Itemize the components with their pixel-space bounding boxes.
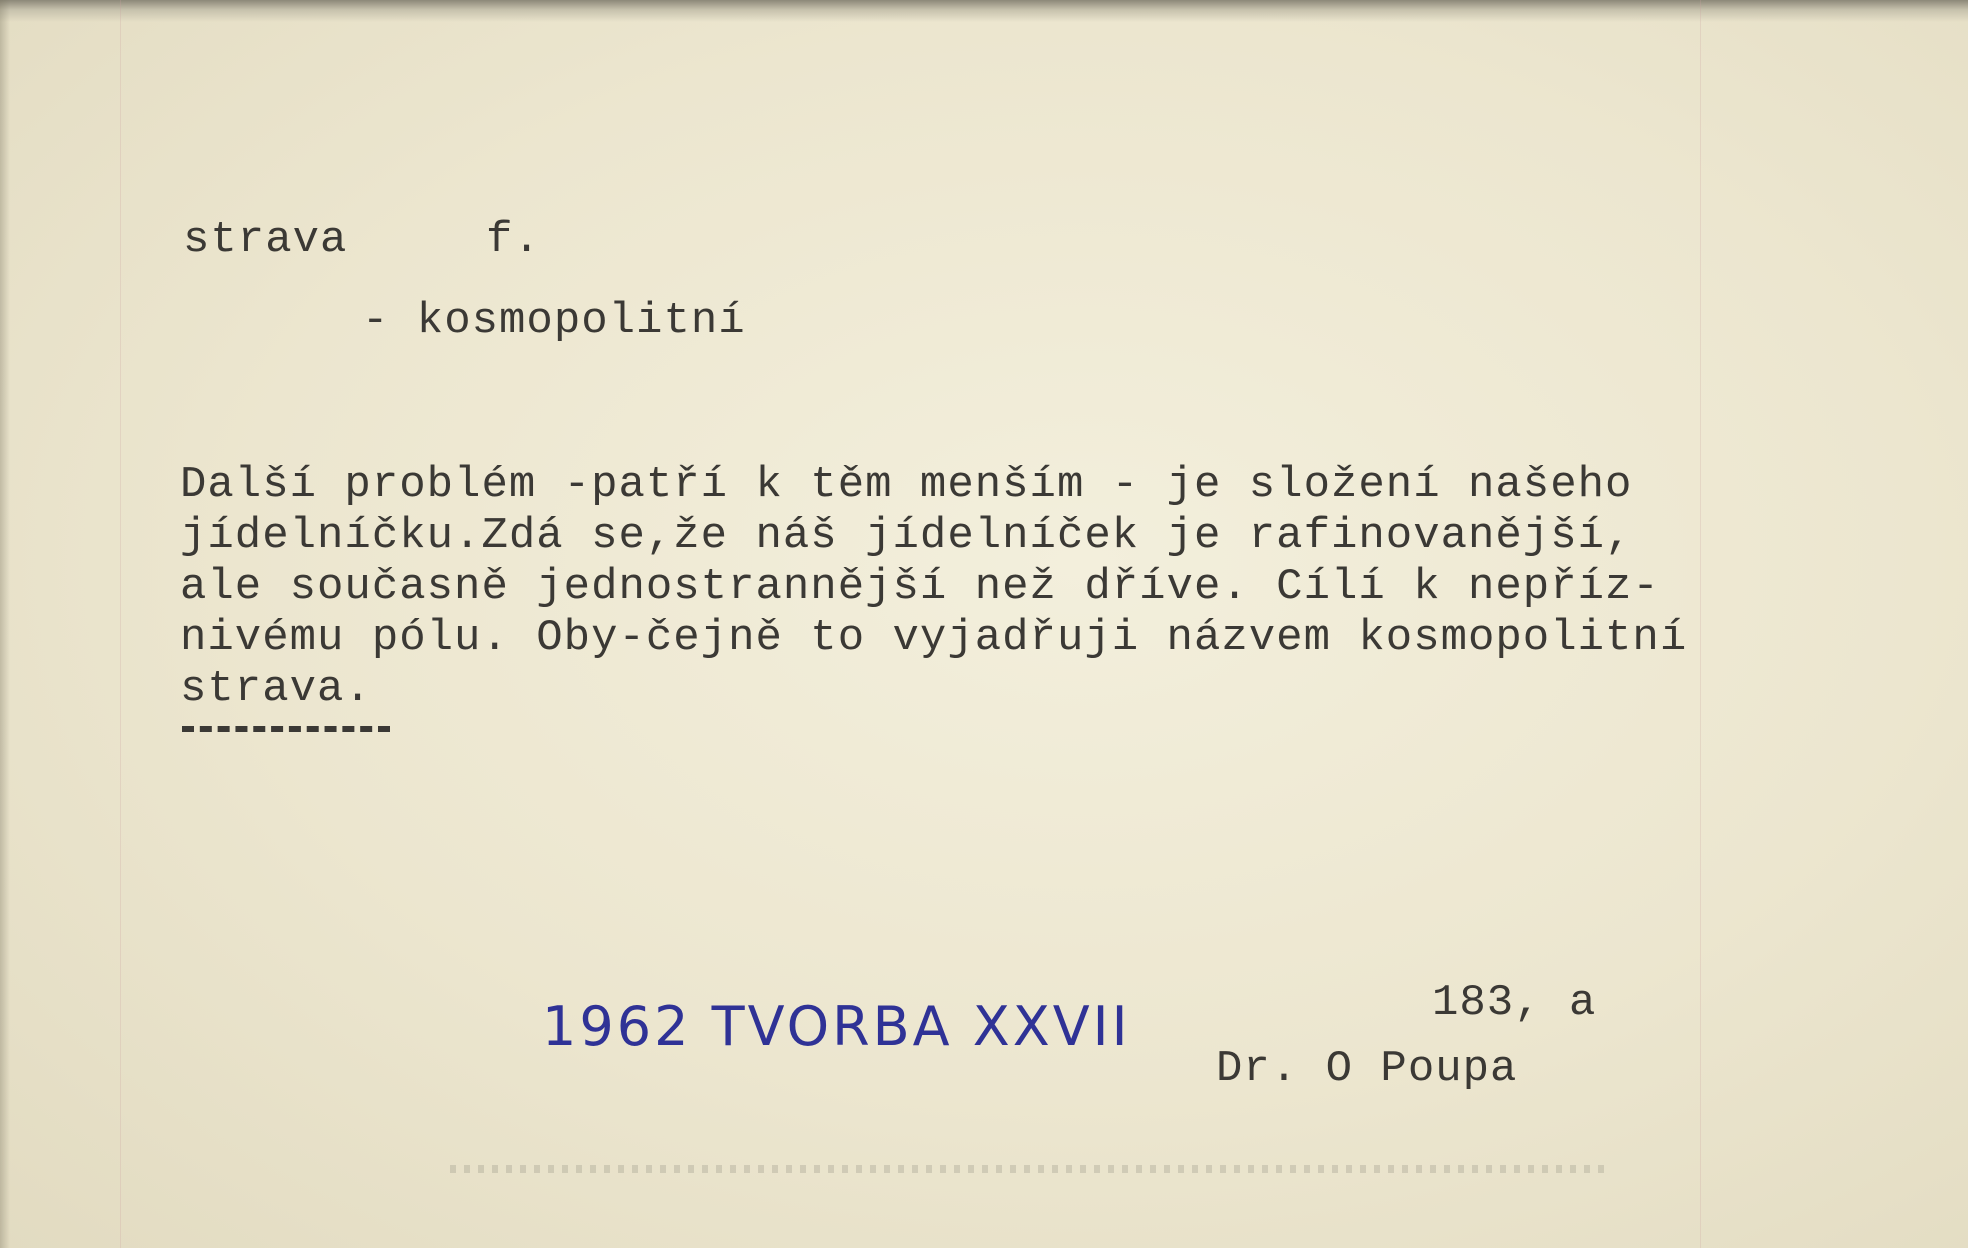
- card-left-edge: [0, 0, 10, 1248]
- quote-line: ale současně jednostrannější než dříve. Cílí k nepříz-: [180, 562, 1660, 612]
- margin-rule: [1700, 0, 1701, 1248]
- subentry: - kosmopolitní: [362, 296, 746, 346]
- headword: strava: [183, 215, 348, 265]
- margin-rule: [120, 0, 121, 1248]
- grammatical-gender: f.: [486, 215, 541, 265]
- author-name: Dr. O Poupa: [1216, 1044, 1518, 1094]
- smudge-mark: [450, 1165, 1610, 1173]
- quote-line: jídelníčku.Zdá se,že náš jídelníček je rafinovanější,: [180, 511, 1633, 561]
- card-top-edge: [0, 0, 1968, 22]
- quote-line: nivému pólu. Oby-čejně to vyjadřuji názvem kosmopolitní: [180, 613, 1688, 663]
- source-stamp: 1962 TVORBA XXVII: [542, 995, 1131, 1058]
- page-reference: 183, a: [1432, 978, 1597, 1028]
- quote-line: strava.: [180, 664, 372, 714]
- headword-underline: [182, 726, 390, 732]
- quote-line: Další problém -patří k těm menším - je složení našeho: [180, 460, 1633, 510]
